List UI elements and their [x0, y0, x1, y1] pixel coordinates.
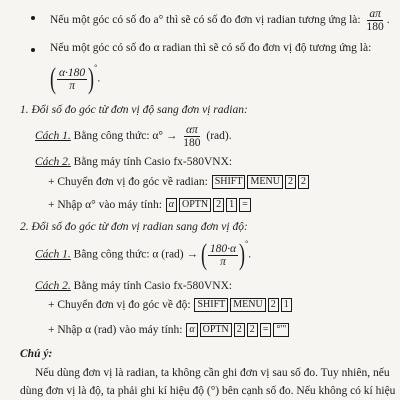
key-2: 2	[213, 198, 224, 212]
bullet-2-formula: ( $\frac{\alpha\cdot 180}{\pi}$ )°.	[50, 62, 101, 95]
key-equals: =	[239, 198, 251, 212]
key-2: 2	[298, 175, 309, 189]
key-2: 2	[234, 323, 245, 337]
section-2-heading: 2. Đổi số đo góc từ đơn vị radian sang đơn vị độ:	[20, 221, 248, 233]
method-label: Cách 1.	[35, 130, 71, 143]
key-2: 2	[247, 323, 258, 337]
note-heading: Chú ý:	[20, 348, 53, 360]
bullet-1-text: Nếu một góc có số đo a° thì sẽ có số đo đơn vị radian tương ứng là:	[50, 14, 361, 27]
key-1: 1	[281, 298, 292, 312]
key-degree: °'"	[273, 323, 289, 337]
section-2-method-2: Cách 2. Bằng máy tính Casio fx-580VNX:	[35, 280, 233, 292]
method-label: Cách 1.	[35, 248, 71, 261]
note-line-1: Nếu dùng đơn vị là radian, ta không cần ghi đơn vị sau số đo. Tuy nhiên, nếu	[35, 367, 390, 379]
bullet-dot	[31, 48, 35, 52]
section-1-method-1: Cách 1. Bằng công thức: α° → $\frac{\alpha\pi}{180}$ (rad).	[35, 124, 232, 149]
section-2-step-1: + Chuyển đơn vị đo góc về độ: SHIFT MENU 2 1	[48, 298, 293, 312]
key-2: 2	[268, 298, 279, 312]
fraction-a-pi-180: $\frac{a\pi}{180}$	[366, 8, 384, 33]
section-2-step-2: + Nhập α (rad) vào máy tính: α OPTN 2 2 = °'"	[48, 323, 290, 337]
key-optn: OPTN	[200, 323, 232, 337]
bullet-1: Nếu một góc có số đo a° thì sẽ có số đo đơn vị radian tương ứng là: $\frac{a\pi}{180}$ .	[50, 8, 390, 33]
key-optn: OPTN	[179, 198, 211, 212]
key-shift: SHIFT	[212, 175, 246, 189]
section-1-heading: 1. Đổi số đo góc từ đơn vị độ sang đơn vị radian:	[20, 104, 248, 116]
section-1-step-2: + Nhập α° vào máy tính: α OPTN 2 1 =	[48, 198, 252, 212]
key-alpha: α	[186, 323, 197, 337]
key-2: 2	[285, 175, 296, 189]
section-1-step-1: + Chuyển đơn vị đo góc về radian: SHIFT MENU 2 2	[48, 175, 310, 189]
key-menu: MENU	[230, 298, 265, 312]
key-alpha: α	[166, 198, 177, 212]
key-shift: SHIFT	[194, 298, 228, 312]
method-label: Cách 2.	[35, 156, 71, 168]
method-label: Cách 2.	[35, 280, 71, 292]
key-1: 1	[226, 198, 237, 212]
section-2-method-1: Cách 1. Bằng công thức: α (rad) → ( $\frac{180\cdot\alpha}{\pi}$ )°.	[35, 238, 252, 271]
key-equals: =	[260, 323, 272, 337]
key-menu: MENU	[247, 175, 282, 189]
note-line-2: dùng đơn vị là độ, ta phải ghi kí hiệu độ (°) bên cạnh số đo. Nếu không có kí hiệu	[20, 385, 396, 397]
bullet-2-text: Nếu một góc có số đo α radian thì sẽ có số đo đơn vị độ tương ứng là:	[50, 42, 372, 54]
bullet-dot	[31, 16, 35, 20]
section-1-method-2: Cách 2. Bằng máy tính Casio fx-580VNX:	[35, 156, 233, 168]
